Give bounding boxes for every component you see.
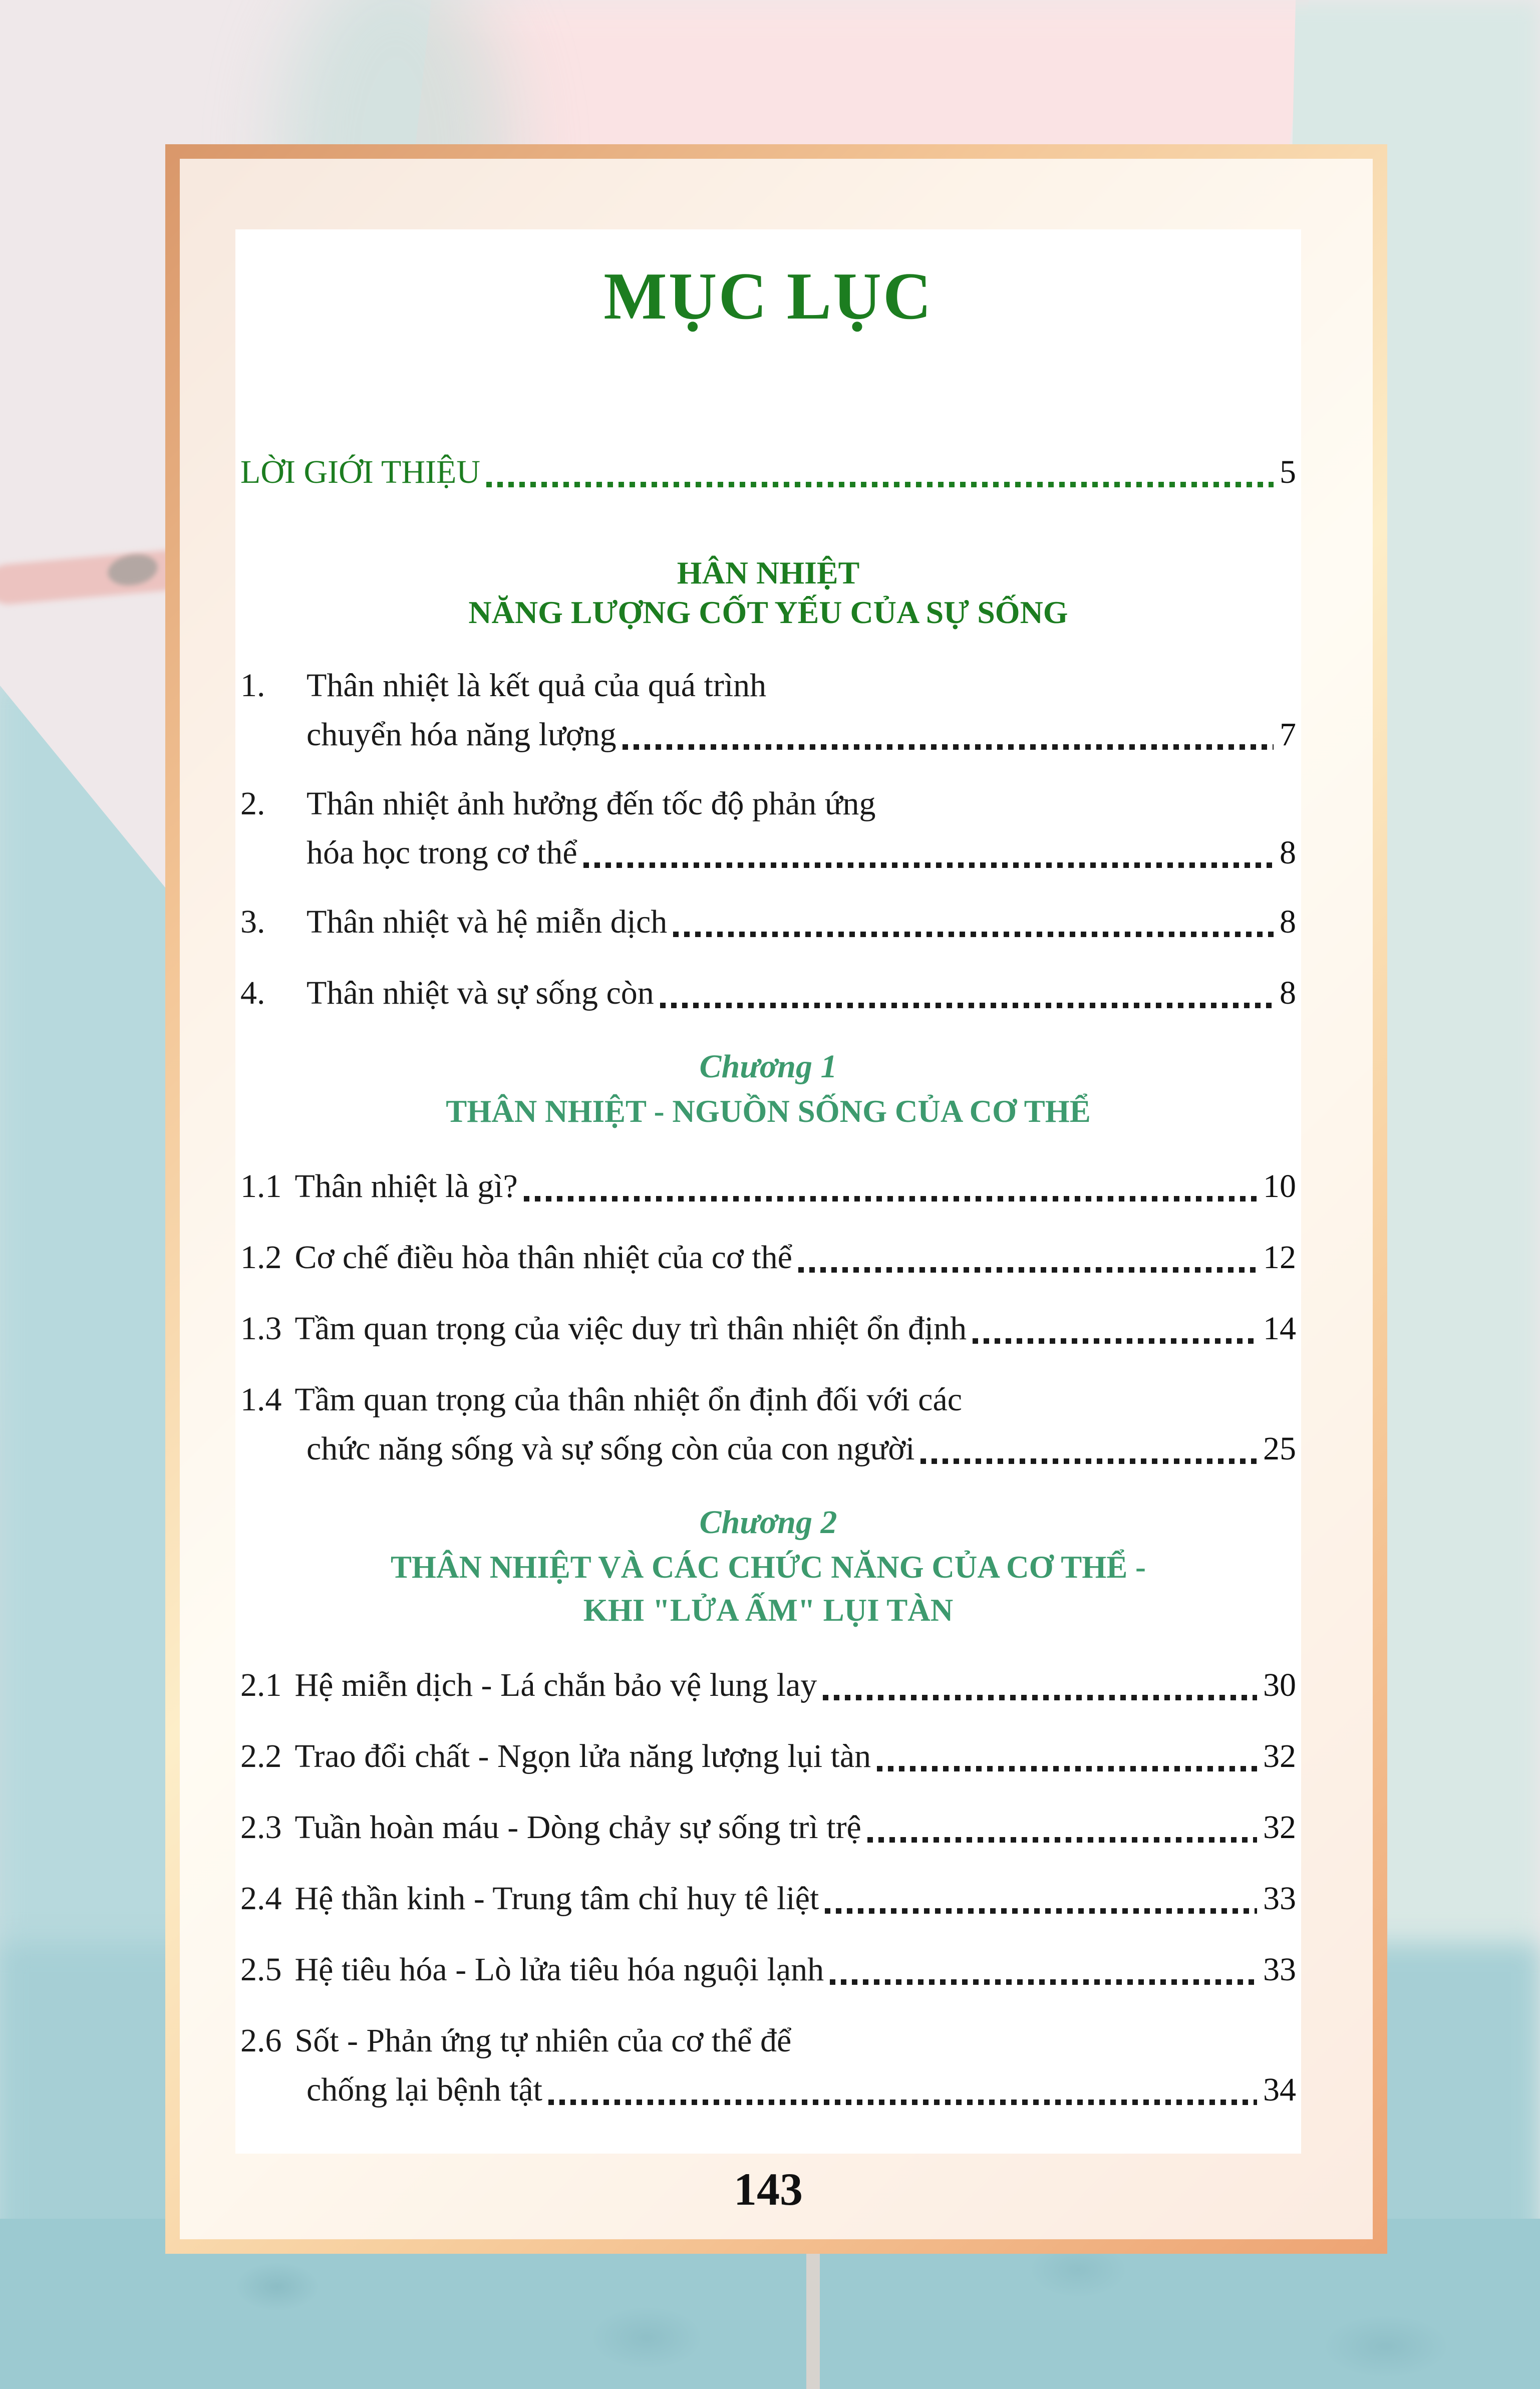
entry-page-number: 30	[1263, 1667, 1296, 1703]
entry-number: 2.3	[240, 1809, 282, 1846]
dot-leader	[877, 1766, 1257, 1771]
page-title: MỤC LỤC	[603, 259, 933, 333]
toc-entry	[240, 661, 1296, 759]
entry-page-number: 10	[1263, 1168, 1296, 1205]
entry-label: Thân nhiệt và sự sống còn	[306, 975, 654, 1011]
entry-page-number: 34	[1263, 2071, 1296, 2108]
chapter2-heading	[240, 1500, 1296, 1632]
toc-entry	[240, 779, 1296, 877]
entry-label: LỜI GIỚI THIỆU	[240, 454, 480, 490]
dot-leader	[920, 1458, 1257, 1464]
toc-entry	[240, 2016, 1296, 2115]
entry-page-number: 32	[1263, 1738, 1296, 1774]
entry-label: Hệ tiêu hóa - Lò lửa tiêu hóa nguội lạnh	[294, 1951, 824, 1988]
toc-entry	[240, 1304, 1296, 1353]
entry-label: Tuần hoàn máu - Dòng chảy sự sống trì trệ	[294, 1809, 861, 1846]
entry-page-number: 25	[1263, 1430, 1296, 1467]
dot-leader	[673, 932, 1274, 937]
toc-entry	[240, 969, 1296, 1018]
toc-entry	[240, 898, 1296, 947]
dot-leader	[660, 1003, 1274, 1008]
part1-heading	[240, 553, 1296, 632]
entry-page-number: 7	[1280, 716, 1296, 753]
dot-leader	[583, 862, 1274, 868]
footer-page-number: 143	[734, 2164, 803, 2215]
entry-label: Tầm quan trọng của việc duy trì thân nhiệt ổn định	[294, 1310, 967, 1347]
entry-page-number: 8	[1280, 904, 1296, 940]
dot-leader	[524, 1196, 1257, 1202]
entry-label: Hệ miễn dịch - Lá chắn bảo vệ lung lay	[294, 1667, 817, 1703]
dot-leader	[867, 1837, 1257, 1843]
entry-page-number: 14	[1263, 1310, 1296, 1347]
toc-entry	[240, 1732, 1296, 1781]
entry-label: Thân nhiệt là kết quả của quá trình	[306, 667, 767, 704]
entry-label: Hệ thần kinh - Trung tâm chỉ huy tê liệt	[294, 1880, 819, 1917]
toc-entry	[240, 1874, 1296, 1923]
entry-label-line2: chuyển hóa năng lượng	[306, 716, 617, 753]
entry-label: Sốt - Phản ứng tự nhiên của cơ thể để	[294, 2022, 792, 2059]
dot-leader	[973, 1338, 1257, 1344]
dot-leader	[830, 1979, 1257, 1985]
entry-number: 1.	[240, 667, 265, 704]
chapter2-title-line1: THÂN NHIỆT VÀ CÁC CHỨC NĂNG CỦA CƠ THỂ -	[390, 1550, 1146, 1585]
entry-number: 1.1	[240, 1168, 282, 1205]
dot-leader	[548, 2100, 1257, 2105]
entry-number: 3.	[240, 904, 265, 940]
entry-number: 2.4	[240, 1880, 282, 1917]
toc-entry-intro	[240, 448, 1296, 497]
chapter1-heading	[240, 1044, 1296, 1133]
chapter1-title: THÂN NHIỆT - NGUỒN SỐNG CỦA CƠ THỂ	[446, 1094, 1091, 1129]
entry-number: 2.1	[240, 1667, 282, 1703]
dot-leader	[823, 1695, 1257, 1700]
dot-leader	[486, 482, 1274, 487]
entry-page-number: 32	[1263, 1809, 1296, 1846]
toc-panel	[235, 229, 1301, 2154]
part1-heading-line1: HÂN NHIỆT	[677, 555, 860, 590]
dot-leader	[623, 744, 1274, 750]
toc-entry	[240, 1375, 1296, 1473]
toc-entry	[240, 1945, 1296, 1994]
toc-entry	[240, 1803, 1296, 1852]
entry-label: Trao đổi chất - Ngọn lửa năng lượng lụi tàn	[294, 1738, 871, 1774]
entry-label: Thân nhiệt ảnh hưởng đến tốc độ phản ứng	[306, 785, 876, 822]
entry-label: Thân nhiệt là gì?	[294, 1168, 518, 1205]
entry-page-number: 5	[1280, 454, 1296, 490]
entry-number: 2.6	[240, 2022, 282, 2059]
entry-label-line2: chống lại bệnh tật	[306, 2071, 543, 2108]
toc-entry	[240, 1162, 1296, 1211]
entry-label: Tầm quan trọng của thân nhiệt ổn định đối với các	[294, 1381, 963, 1418]
part1-heading-line2: NĂNG LƯỢNG CỐT YẾU CỦA SỰ SỐNG	[468, 594, 1068, 630]
entry-label: Cơ chế điều hòa thân nhiệt của cơ thể	[294, 1239, 792, 1276]
chapter2-label: Chương 2	[699, 1504, 837, 1541]
entry-number: 2.	[240, 785, 265, 822]
entry-page-number: 8	[1280, 975, 1296, 1011]
toc-entry	[240, 1661, 1296, 1710]
dot-leader	[798, 1267, 1257, 1273]
entry-page-number: 33	[1263, 1880, 1296, 1917]
bookmark-ribbon	[806, 2253, 820, 2389]
entry-page-number: 8	[1280, 834, 1296, 871]
entry-number: 1.4	[240, 1381, 282, 1418]
entry-label-line2: hóa học trong cơ thể	[306, 834, 577, 871]
dot-leader	[825, 1908, 1257, 1914]
entry-page-number: 33	[1263, 1951, 1296, 1988]
entry-number: 1.2	[240, 1239, 282, 1276]
entry-number: 1.3	[240, 1310, 282, 1347]
entry-label-line2: chức năng sống và sự sống còn của con người	[306, 1430, 915, 1467]
toc-entry	[240, 1233, 1296, 1282]
chapter1-label: Chương 1	[699, 1048, 837, 1085]
entry-page-number: 12	[1263, 1239, 1296, 1276]
entry-number: 4.	[240, 975, 265, 1011]
entry-number: 2.2	[240, 1738, 282, 1774]
chapter2-title-line2: KHI "LỬA ẤM" LỤI TÀN	[583, 1593, 954, 1628]
entry-label: Thân nhiệt và hệ miễn dịch	[306, 904, 668, 940]
entry-number: 2.5	[240, 1951, 282, 1988]
